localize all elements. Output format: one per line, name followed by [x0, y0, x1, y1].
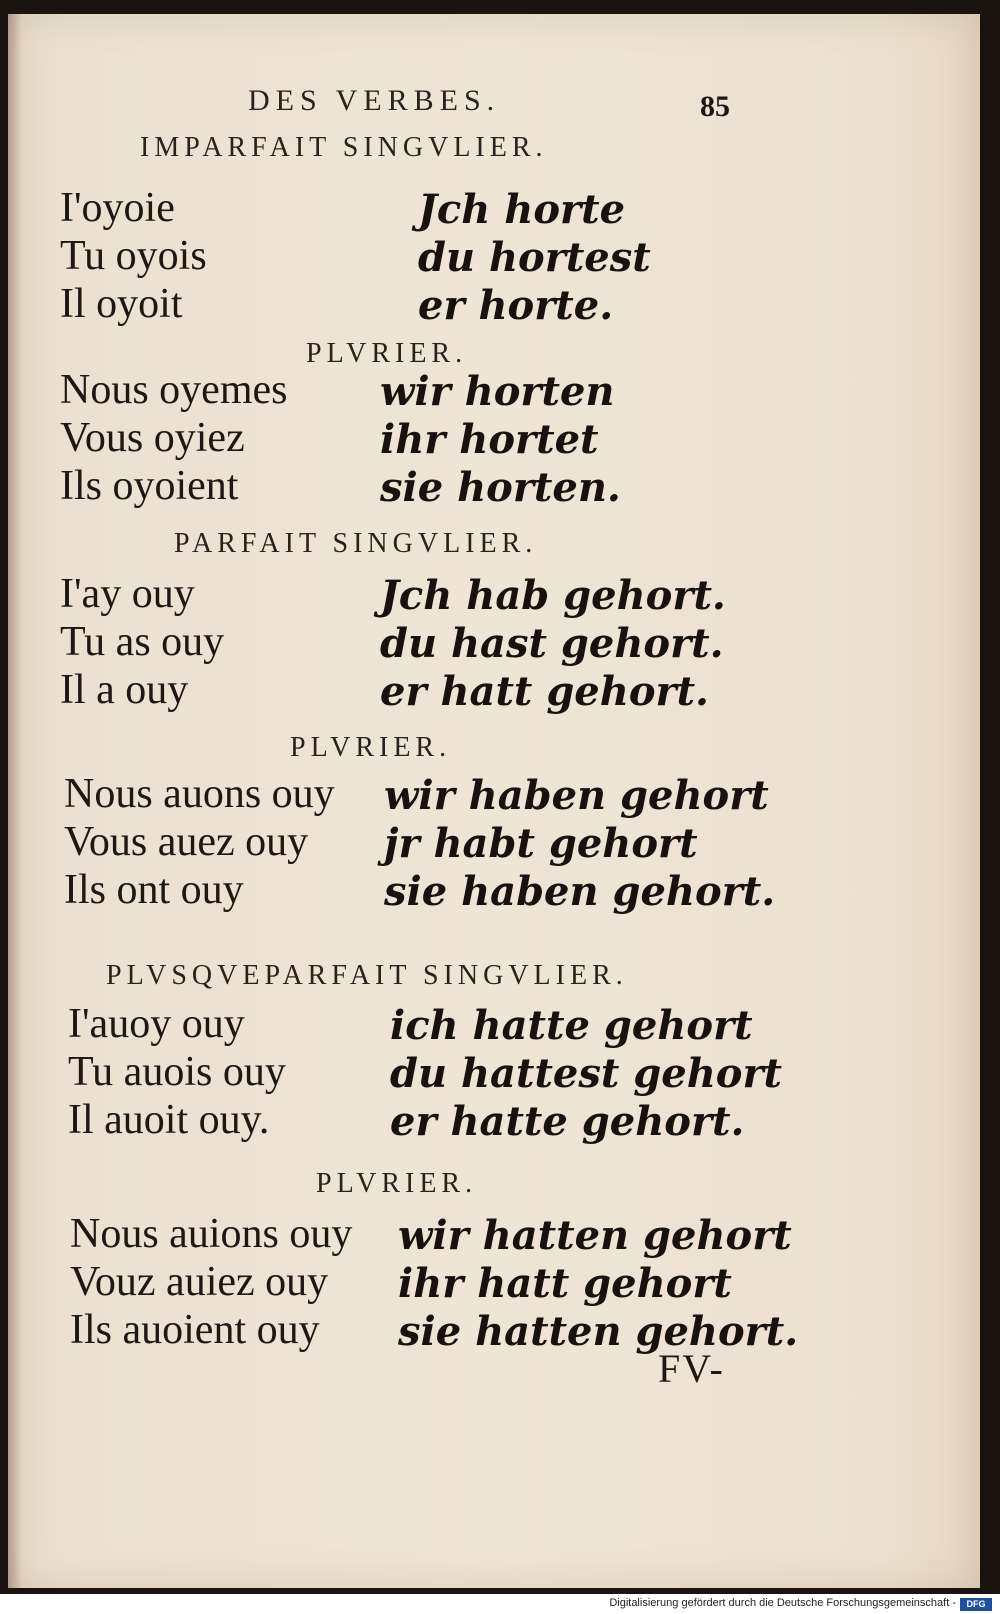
- section-heading: PLVRIER.: [316, 1168, 478, 1199]
- french-form: Vous auez ouy: [64, 819, 309, 865]
- digitization-credit: Digitalisierung gefördert durch die Deutsche Forschungsgemeinschaft -: [609, 1597, 956, 1609]
- catchword: FV-: [658, 1346, 725, 1391]
- german-form: sie horten.: [380, 464, 621, 511]
- french-form: I'oyoie: [60, 185, 175, 231]
- german-form: du hortest: [418, 234, 651, 281]
- german-form: wir horten: [380, 368, 615, 415]
- french-form: Il a ouy: [60, 667, 189, 713]
- section-heading: IMPARFAIT SINGVLIER.: [140, 132, 548, 163]
- french-form: Nous oyemes: [60, 367, 288, 413]
- german-form: er hatte gehort.: [390, 1098, 745, 1145]
- french-form: Nous auions ouy: [70, 1211, 353, 1257]
- french-form: Il oyoit: [60, 281, 183, 327]
- french-form: Tu auois ouy: [68, 1049, 286, 1095]
- german-form: du hast gehort.: [380, 620, 724, 667]
- french-form: Vous oyiez: [60, 415, 245, 461]
- german-form: sie haben gehort.: [384, 868, 776, 915]
- german-form: sie hatten gehort.: [398, 1308, 799, 1355]
- german-form: wir hatten gehort: [398, 1212, 792, 1259]
- dfg-logo: DFG: [960, 1598, 992, 1611]
- german-form: Jch hab gehort.: [380, 572, 726, 619]
- german-form: ich hatte gehort: [390, 1002, 753, 1049]
- german-form: er hatt gehort.: [380, 668, 709, 715]
- running-head: DES VERBES.: [248, 84, 501, 117]
- section-heading: PLVSQVEPARFAIT SINGVLIER.: [106, 960, 628, 991]
- spine-shadow: [8, 14, 22, 1588]
- french-form: I'auoy ouy: [68, 1001, 245, 1047]
- french-form: Vouz auiez ouy: [70, 1259, 329, 1305]
- french-form: I'ay ouy: [60, 571, 195, 617]
- french-form: Il auoit ouy.: [68, 1097, 270, 1143]
- section-heading: PLVRIER.: [306, 338, 468, 369]
- german-form: ihr hortet: [380, 416, 599, 463]
- french-form: Tu as ouy: [60, 619, 225, 665]
- german-form: jr habt gehort: [384, 820, 698, 867]
- section-heading: PARFAIT SINGVLIER.: [174, 528, 538, 559]
- section-heading: PLVRIER.: [290, 732, 452, 763]
- german-form: du hattest gehort: [390, 1050, 783, 1097]
- french-form: Ils ont ouy: [64, 867, 244, 913]
- french-form: Nous auons ouy: [64, 771, 335, 817]
- german-form: Jch horte: [418, 186, 626, 233]
- german-form: er horte.: [418, 282, 614, 329]
- german-form: ihr hatt gehort: [398, 1260, 732, 1307]
- german-form: wir haben gehort: [384, 772, 769, 819]
- french-form: Ils oyoient: [60, 463, 239, 509]
- french-form: Tu oyois: [60, 233, 207, 279]
- french-form: Ils auoient ouy: [70, 1307, 320, 1353]
- page-number: 85: [700, 90, 730, 123]
